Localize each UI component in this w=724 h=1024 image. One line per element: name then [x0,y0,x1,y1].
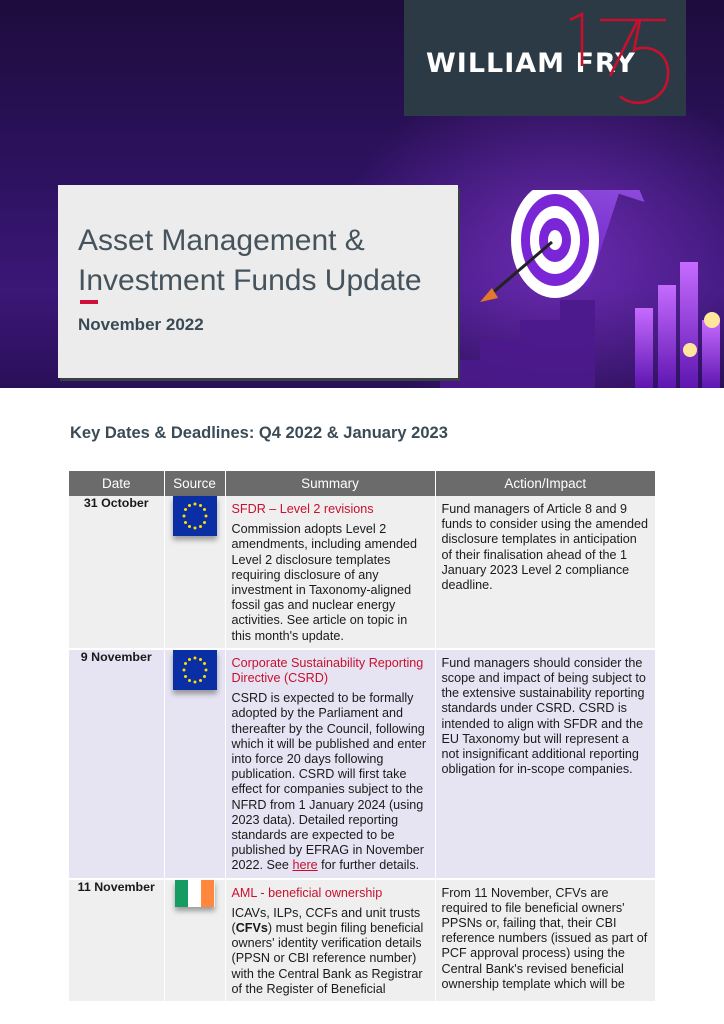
summary-tail: for further details. [321,858,420,873]
table-row [69,496,655,649]
date-cell: 11 November [69,879,164,1002]
summary-body [232,691,429,873]
table-header-row [69,471,655,496]
table-row [69,879,655,1002]
eu-flag-icon [173,650,217,690]
summary-title: Corporate Sustainability Reporting Directive (CSRD) [231,655,424,686]
report-title: Asset Management & Investment Funds Update [78,224,422,297]
action-cell: Fund managers of Article 8 and 9 funds to consider using the amended disclosure templates in anticipation of their finalisation ahead of the 1 January 2023 Level 2 compliance deadline. [435,496,655,649]
report-date: November 2022 [78,315,204,334]
summary-title: AML - beneficial ownership [231,885,383,900]
ireland-flag-icon [175,880,215,907]
header-source: Source [164,471,225,496]
summary-title: SFDR – Level 2 revisions [231,502,374,516]
hero-banner [0,0,724,388]
table-row [69,649,655,879]
header-action: Action/Impact [435,471,655,496]
logo-box [404,0,686,116]
summary-cell [225,879,435,1002]
summary-bold-term: CFVs [235,921,268,936]
eu-flag-icon [173,496,217,536]
summary-body-pre: ICAVs, ILPs, CCFs and unit trusts ( [231,905,421,936]
anniversary-175-mark [554,6,674,114]
brand-name: WILLIAM FRY [426,48,636,79]
source-cell [164,879,225,1002]
summary-cell [225,496,435,649]
source-cell [164,649,225,879]
section-heading: Key Dates & Deadlines: Q4 2022 & January 2023 [70,424,448,442]
summary-body: Commission adopts Level 2 amendments, including amended Level 2 disclosure templates requiring disclosure of any investment in Taxonomy-aligned fossil gas and nuclear energy activities. See article on topic in this month's update. [231,522,418,643]
header-summary: Summary [225,471,435,496]
here-link[interactable]: here [292,858,318,873]
summary-body [232,906,429,997]
date-cell: 31 October [69,496,164,649]
source-cell [164,496,225,649]
header-date: Date [69,471,164,496]
summary-cell [225,649,435,879]
action-cell: Fund managers should consider the scope and impact of being subject to the extensive sustainability reporting standards under CSRD. CSRD is intended to align with SFDR and the EU Taxonomy but will represent a not insignificant additional reporting obligation for in-scope companies. [435,649,655,879]
accent-rule [80,300,98,304]
summary-body-text: CSRD is expected to be formally adopted by the Parliament and thereafter by the Council, following which it will be published and enter into force 20 days following publication. CSRD will first take effect for companies subject to the NFRD from 1 January 2024 (using 2023 data). Detailed reporting standards are expected to be published by EFRAG in November 2022. See [231,691,427,873]
key-dates-table [69,471,655,1003]
title-card [58,185,458,378]
action-cell: From 11 November, CFVs are required to file beneficial owners' PPSNs or, failing that, their CBI reference numbers (issued as part of PCF approval process) using the Central Bank's revised beneficial ownership template which will be [435,879,655,1002]
date-cell: 9 November [69,649,164,879]
summary-body-post: ) must begin filing beneficial owners' identity verification details (PPSN or CBI reference number) with the Central Bank as Registrar of the Register of Beneficial [231,921,424,996]
